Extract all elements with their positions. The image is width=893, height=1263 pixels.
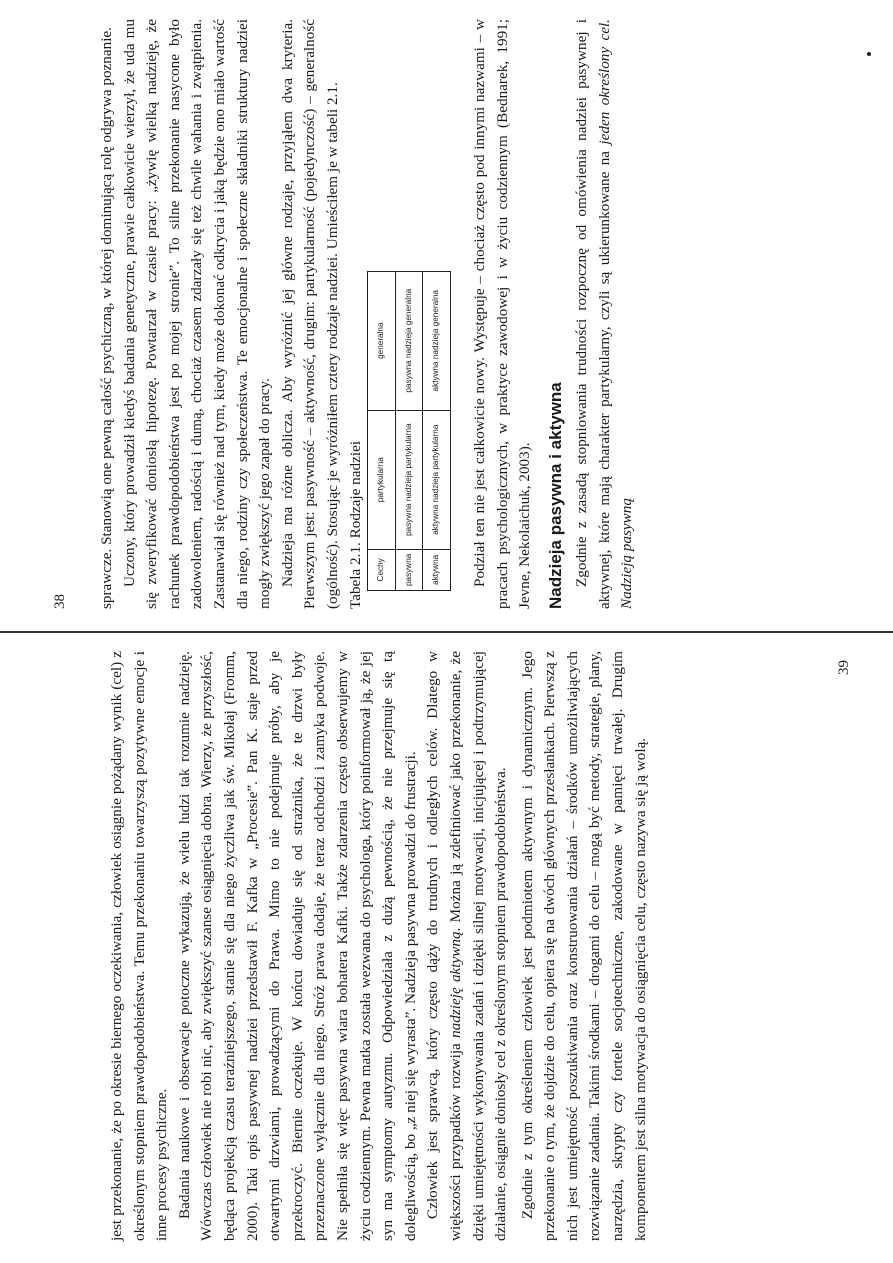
paragraph: Nadzieja ma różne oblicza. Aby wyróżnić jej główne rodzaje, przyjąłem dwa kryteria. Pierwszym jest: pasywność – aktywność, drugim: partykularność (pojedynczość) – generalność (ogólność). Stosując je wyróżniłem cztery rodzaje nadziei. Umieściłem je w tabeli 2.1. [278,19,341,609]
paragraph-text: Zgodnie z zasadą stopniowania trudności rozpocznę od omówienia nadziei pasywnej i aktywnej, które mają charakter partykularny, czyli są ukierunkowane na [573,19,613,609]
emphasis-text: nadzieję aktywną [446,931,464,1038]
table-header: generalna [368,271,396,410]
table-cell: aktywna nadzieja partykularna [423,410,451,549]
paragraph: Zgodnie z tym określeniem człowiek jest podmiotem aktywnym i dynamicznym. Jego przekonanie o tym, że dojdzie do celu, opiera się na dwóch głównych przesłankach. Pierwszą z nich jest umiejętność poszukiwania oraz konstruowania działań – środków umożliwiających rozwiązanie zadania. Takimi środkami – drogami do celu – mogą być metody, strategie, plany, narzędzia, skrypty czy fortele socjotechniczne, zakodowane w pamięci trwałej. Drugim komponentem jest silna motywacja do osiągnięcia celu, często nazywa się ją wolą. [518,651,649,1241]
hope-types-table [367,271,451,591]
table-caption: Tabela 2.1. Rodzaje nadziei [346,440,364,609]
paragraph: Podział ten nie jest całkowicie nowy. Występuje – chociaż często pod innymi nazwami – w pracach psychologicznych, w praktyce zawodowej i w życiu codziennym (Bednarek, 1991; Jevne, Nekolaichuk, 2003). [470,19,534,609]
table-cell: aktywna [423,549,451,590]
paragraph: Badania naukowe i obserwacje potoczne wykazują, że wielu ludzi tak rozumie nadzieję. Wówczas człowiek nie robi nic, aby zwiększyć szanse osiągnięcia dobra. Wierzy, że przyszłość, będąca projekcją czasu teraźniejszego, stanie się dla niego życzliwa jak św. Mikołaj (Fromm, 2000). Taki opis pasywnej nadziei przedstawił F. Kafka w „Procesie”. Pan K. staje przed otwartymi drzwiami, prowadzącymi do Prawa. Mimo to nie podejmuje próby, aby je przekroczyć. Biernie oczekuje. W końcu dowiaduje się od strażnika, że te drzwi były przeznaczone wyłącznie dla niego. Stróż prawa dodaje, że teraz odchodzi i zamyka podwoje. Nie spełniła się więc pasywna wiara bohatera Kafki. Także zdarzenia często obserwujemy w życiu codziennym. Pewna matka została wezwana do psychologa, który poinformował ją, że jej syn ma symptomy autyzmu. Odpowiedziała z dużą pewnością, że nie przejmuje się tą dolegliwością, bo „z niej się wyrasta”. Nadzieja pasywna prowadzi do frustracji. [175,651,419,1241]
page-number: 39 [836,660,852,675]
page-number: 38 [52,594,68,609]
page-38 [0,0,893,631]
paragraph [422,651,512,1241]
table-header: Cechy [368,549,396,590]
paragraph: sprawcze. Stanowią one pewną całość psychiczną, w której dominującą rolę odgrywa poznanie. [98,27,115,609]
paragraph: Uczony, który prowadził kiedyś badania genetyczne, prawie całkowicie wierzył, że uda mu się zweryfikować doniosłą hipotezę. Powtarzał w czasie pracy: „żywię wielką nadzieję, że rachunek prawdopodobieństwa jest po mojej stronie”. To silne przekonanie nasycone było zadowoleniem, radością i dumą, chociaż czasem zdarzały się też chwile wahania i zwątpienia. Zastanawiał się również nad tym, kiedy może dokonać odkrycia i jaką będzie ono miało wartość dla niego, rodziny czy społeczeństwa. Te emocjonalne i społeczne składniki struktury nadziei mogły zwiększyć jego zapał do pracy. [120,19,274,609]
emphasis-text: jeden określony cel. Nadzieją pasywną [595,19,636,609]
table-cell: pasywna nadzieja generalna [395,271,423,410]
page-39-text [106,651,652,1241]
page-38-text [96,19,639,609]
table-row [423,271,451,590]
paragraph-text: . Można ją zdefiniować jako przekonanie, że dzięki umiejętności wykonywania zadań i dzięki silnej motywacji, inicjującej i podtrzymującej działanie, osiągnie doniosły cel z określonym stopniem prawdopodobieństwa. [446,651,510,1241]
scan-mark [867,52,871,56]
table-cell: aktywna nadzieja generalna [423,271,451,410]
page-39 [0,632,893,1263]
paragraph [571,19,639,609]
page-39-rotated [0,632,893,1263]
page-38-rotated [0,0,893,631]
table-cell: pasywna nadzieja partykularna [395,410,423,549]
table-header-row [368,271,396,590]
section-heading: Nadzieja pasywna i aktywna [545,382,565,609]
paragraph-text: Człowiek jest sprawcą, który często dąży do trudnych i odległych celów. Dlatego w większości przypadków rozwija [424,651,464,1241]
table-row [395,271,423,590]
paragraph: jest przekonanie, że po okresie biernego oczekiwania, człowiek osiągnie pożądany wynik (cel) z określonym stopniem prawdopodobieństwa. Temu przekonaniu towarzyszą pozytywne emocje i inne procesy psychiczne. [108,651,171,1241]
table-header: partykularna [368,410,396,549]
table-cell: pasywna [395,549,423,590]
